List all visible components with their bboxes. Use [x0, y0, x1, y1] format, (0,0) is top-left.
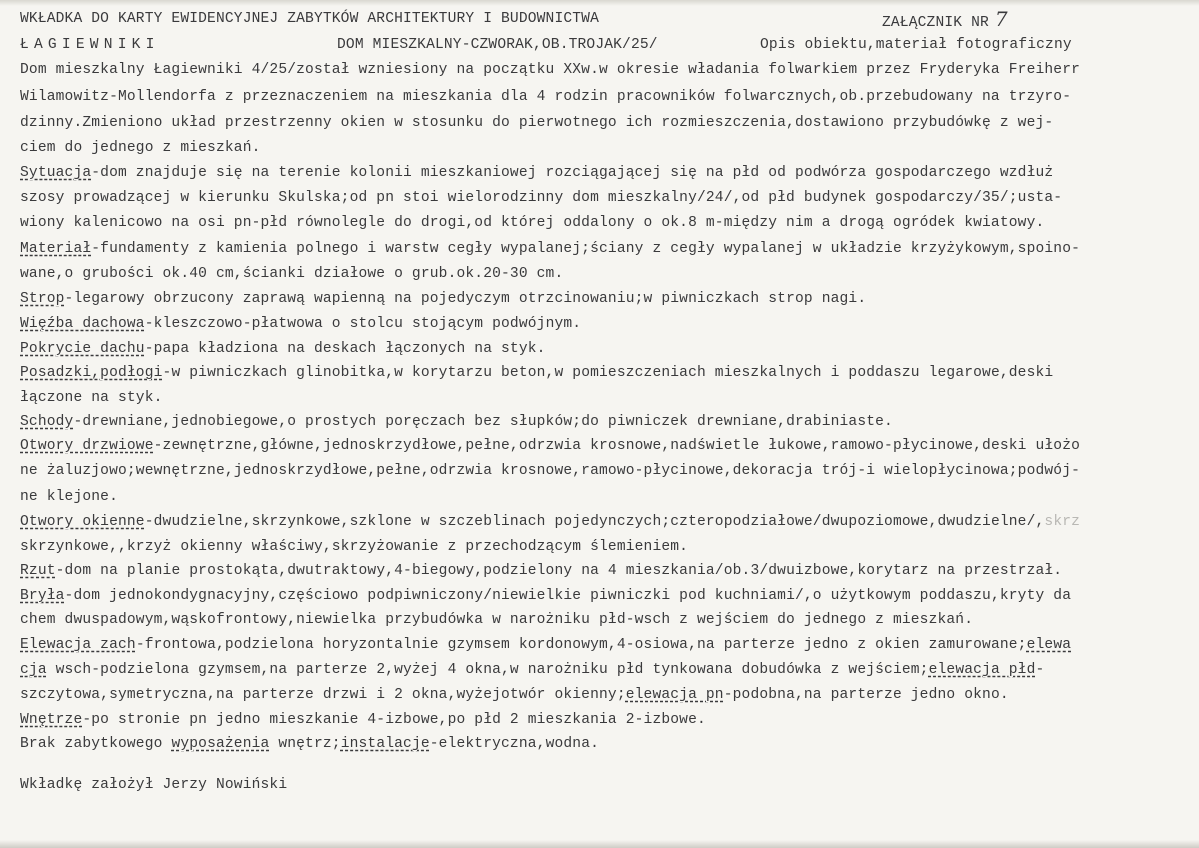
text: -w piwniczkach glinobitka,w korytarzu beton,w pomieszczeniach mieszkalnych i poddaszu legarowe,deski	[162, 365, 1054, 381]
paper-edge-top	[0, 0, 1199, 6]
author-line: Wkładkę założył Jerzy Nowiński	[20, 777, 288, 793]
body-line-16	[20, 437, 1080, 455]
body-line-22	[20, 587, 1071, 605]
heading-otwory-okienne: Otwory okienne	[20, 514, 145, 530]
text: wsch-podzielona gzymsem,na parterze 2,wyżej 4 okna,w narożniku płd tynkowana dobudówka z wejściem;	[46, 662, 929, 678]
faint-text: skrz	[1044, 514, 1081, 530]
text: -papa kładziona na deskach łączonych na styk.	[144, 341, 546, 357]
heading-elewacja-wsch: elewa	[1026, 637, 1072, 653]
body-line-5	[20, 164, 1053, 182]
text: -kleszczowo-płatwowa o stolcu stojącym podwójnym.	[144, 316, 582, 332]
body-line-26	[20, 686, 1009, 704]
heading-pokrycie: Pokrycie dachu	[20, 341, 145, 357]
body-line-28	[20, 735, 599, 753]
text: -dom znajduje się na terenie kolonii mieszkaniowej rozciągającej się na płd od podwórza gospodarczego wzdłuż	[91, 165, 1054, 181]
text: -	[1035, 662, 1045, 678]
text: -frontowa,podzielona horyzontalnie gzymsem kordonowym,4-osiowa,na parterze jedno z okien zamurowane;	[135, 637, 1027, 653]
text: -po stronie pn jedno mieszkanie 4-izbowe,po płd 2 mieszkania 2-izbowe.	[82, 712, 706, 728]
heading-instalacje: instalacje	[340, 736, 430, 752]
body-line-12	[20, 340, 546, 358]
body-line-4: ciem do jednego z mieszkań.	[20, 140, 261, 156]
body-line-14: łączone na styk.	[20, 390, 163, 406]
body-line-21	[20, 562, 1062, 580]
body-line-20: skrzynkowe,,krzyż okienny właściwy,skrzyżowanie z przechodzącym ślemieniem.	[20, 539, 689, 555]
body-line-1: Dom mieszkalny Łagiewniki 4/25/został wzniesiony na początku XXw.w okresie władania folwarkiem przez Fryderyka Freiherr	[20, 62, 1081, 78]
text: szczytowa,symetryczna,na parterze drzwi i 2 okna,wyżejotwór okienny;	[20, 687, 626, 703]
annex-number: 7	[994, 7, 1008, 31]
heading-sytuacja: Sytuacja	[20, 165, 92, 181]
paper-edge-bottom	[0, 840, 1199, 848]
place-name: ŁAGIEWNIKI	[20, 37, 160, 53]
heading-posadzki: Posadzki,podłogi	[20, 365, 163, 381]
annex-label	[882, 7, 1008, 32]
body-line-10	[20, 290, 866, 308]
body-line-6: szosy prowadzącej w kierunku Skulska;od pn stoi wielorodzinny dom mieszkalny/24/,od płd budynek gospodarczy/35/;usta-	[20, 190, 1063, 206]
body-line-27	[20, 711, 706, 729]
body-line-3: dzinny.Zmieniono układ przestrzenny okien w stosunku do pierwotnego ich rozmieszczenia,dostawiono przybudówkę z wej-	[20, 115, 1054, 131]
heading-schody: Schody	[20, 414, 74, 430]
body-line-23: chem dwuspadowym,wąskofrontowy,niewielka przybudówka w narożniku płd-wsch z wejściem do jednego z mieszkań.	[20, 612, 974, 628]
heading-material: Materiał	[20, 241, 92, 257]
card-title: WKŁADKA DO KARTY EWIDENCYJNEJ ZABYTKÓW ARCHITEKTURY I BUDOWNICTWA	[20, 11, 599, 27]
body-line-8	[20, 240, 1080, 258]
text: -drewniane,jednobiegowe,o prostych poręczach bez słupków;do piwniczek drewniane,drabiniaste.	[73, 414, 893, 430]
body-line-13	[20, 364, 1053, 382]
body-line-19	[20, 513, 1080, 531]
heading-rzut: Rzut	[20, 563, 56, 579]
heading-elewacja-wsch-cont: cja	[20, 662, 47, 678]
text: -elektryczna,wodna.	[429, 736, 600, 752]
heading-wyposazenie: wyposażenia	[171, 736, 270, 752]
body-line-17: ne żaluzjowo;wewnętrzne,jednoskrzydłowe,pełne,odrzwia krosnowe,ramowo-płycinowe,dekoracja trój-i wielopłycinowa;podwój-	[20, 463, 1081, 479]
text: -fundamenty z kamienia polnego i warstw cegły wypalanej;ściany z cegły wypalanej w układzie krzyżykowym,spoino-	[91, 241, 1081, 257]
object-address: DOM MIESZKALNY-CZWORAK,OB.TROJAK/25/	[337, 37, 658, 53]
text: wnętrz;	[269, 736, 341, 752]
body-line-2: Wilamowitz-Mollendorfa z przeznaczeniem na mieszkania dla 4 rodzin pracowników folwarcznych,ob.przebudowany na trzyro-	[20, 89, 1072, 105]
body-line-18: ne klejone.	[20, 489, 118, 505]
text: -podobna,na parterze jedno okno.	[723, 687, 1009, 703]
heading-bryla: Bryła	[20, 588, 65, 604]
text: Brak zabytkowego	[20, 736, 172, 752]
heading-wnetrze: Wnętrze	[20, 712, 83, 728]
body-line-7: wiony kalenicowo na osi pn-płd równolegle do drogi,od której oddalony o ok.8 m-między nim a drogą ogródek kwiatowy.	[20, 215, 1045, 231]
text: -dom na planie prostokąta,dwutraktowy,4-biegowy,podzielony na 4 mieszkania/ob.3/dwuizbowe,korytarz na przestrzał.	[55, 563, 1063, 579]
body-line-24	[20, 636, 1071, 654]
body-line-9: wane,o grubości ok.40 cm,ścianki działowe o grub.ok.20-30 cm.	[20, 266, 564, 282]
section-label: Opis obiektu,materiał fotograficzny	[760, 37, 1072, 53]
body-line-25	[20, 661, 1044, 679]
heading-otwory-drzwiowe: Otwory drzwiowe	[20, 438, 154, 454]
text: -zewnętrzne,główne,jednoskrzydłowe,pełne,odrzwia krosnowe,nadświetle łukowe,ramowo-płycinowe,deski ułożo	[153, 438, 1081, 454]
heading-wiezba: Więźba dachowa	[20, 316, 145, 332]
heading-strop: Strop	[20, 291, 65, 307]
annex-label-text: ZAŁĄCZNIK NR	[882, 15, 989, 31]
heading-elewacja-zach: Elewacja zach	[20, 637, 136, 653]
text: -dom jednokondygnacyjny,częściowo podpiwniczony/niewielkie piwniczki pod kuchniami/,o użytkowym poddaszu,kryty da	[64, 588, 1072, 604]
heading-elewacja-pn: elewacja pn	[625, 687, 724, 703]
body-line-11	[20, 315, 581, 333]
text: -dwudzielne,skrzynkowe,szklone w szczeblinach pojedynczych;czteropodziałowe/dwupoziomowe,dwudzielne/,	[144, 514, 1045, 530]
heading-elewacja-pld: elewacja płd	[928, 662, 1036, 678]
text: -legarowy obrzucony zaprawą wapienną na pojedyczym otrzcinowaniu;w piwniczkach strop nagi.	[64, 291, 867, 307]
body-line-15	[20, 413, 893, 431]
